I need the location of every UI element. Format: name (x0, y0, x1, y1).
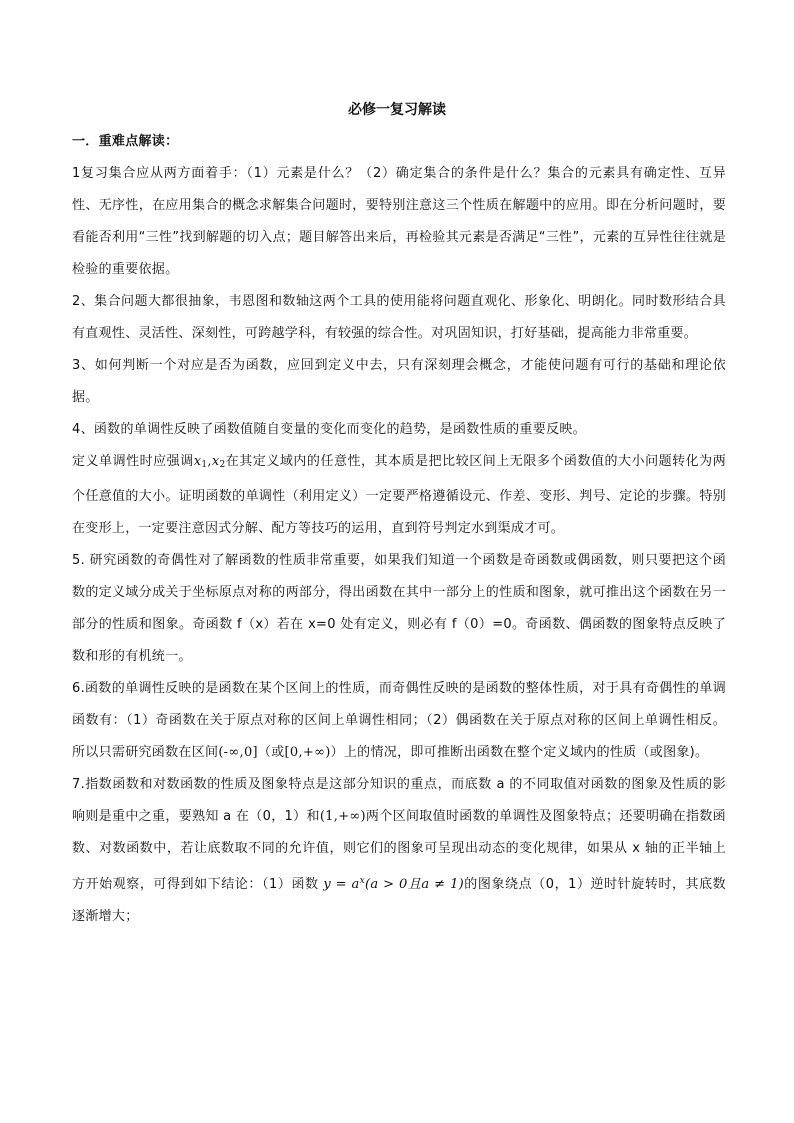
paragraph-7-text-middle: （或 (257, 745, 285, 760)
paragraph-8-text-middle: 两个区间取值时函数的单调性及图象特点；还要明确在指数函数、对数函数中，若让底数取不同的允许值，则它们的图象可呈现出动态的变化规律，如果从 x 轴的正半轴上方开始观察，可得到如下结论：（1）函数 (72, 809, 726, 892)
section-heading: 一．重难点解读： (72, 134, 179, 149)
paragraph-1: 1复习集合应从两方面着手：（1）元素是什么？（2）确定集合的条件是什么？集合的元素具有确定性、互异性、无序性，在应用集合的概念求解集合问题时，要特别注意这三个性质在解题中的应用。即在分析问题时，要看能否利用“三性”找到解题的切入点；题目解答出来后，再检验其元素是否满足“三性”，元素的互异性往往就是检验的重要依据。 (72, 166, 726, 277)
paragraph-3: 3、如何判断一个对应是否为函数，应回到定义中去，只有深刻理会概念，才能使问题有可行的基础和理论依据。 (72, 358, 726, 405)
formula-condition: (a > 0且a ≠ 1) (365, 877, 465, 892)
math-x2: x (211, 454, 220, 469)
interval-neg-inf-zero: (-∞,0] (218, 745, 258, 760)
paragraph-8 (72, 769, 726, 933)
paragraph-7-text-before: 6.函数的单调性反映的是函数在某个区间上的性质，而奇偶性反映的是函数的整体性质，对于具有奇偶性的单调函数有：（1）奇函数在关于原点对称的区间上单调性相同；（2）偶函数在关于原点对称的区间上单调性相反。所以只需研究函数在区间 (72, 681, 726, 760)
paragraph-8-text-before: 7.指数函数和对数函数的性质及图象特点是这部分知识的重点，而底数 a 的不同取值对函数的图象及性质的影响则是重中之重，要熟知 a 在（0，1）和 (72, 777, 726, 824)
paragraph-5-text-after: 在其定义域内的任意性，其本质是把比较区间上无限多个函数值的大小问题转化为两个任意值的大小。证明函数的单调性（利用定义）一定要严格遵循设元、作差、变形、判号、定论的步骤。特别在变形上，一定要注意因式分解、配方等技巧的运用，直到符号判定水到渠成才可。 (72, 454, 727, 536)
interval-one-pos-inf: (1,+∞) (319, 809, 366, 824)
formula-exponent: x (359, 876, 365, 886)
math-comma: , (207, 454, 212, 469)
paragraph-7-text-after: ）上的情况，即可推断出函数在整个定义域内的性质（或图象)。 (330, 745, 709, 760)
math-x1: x (193, 454, 202, 469)
paragraph-5 (72, 446, 726, 545)
document-body (72, 126, 726, 933)
formula-lhs: y = a (323, 877, 360, 892)
math-sub-2: 2 (219, 460, 226, 470)
paragraph-6: 5. 研究函数的奇偶性对了解函数的性质非常重要，如果我们知道一个函数是奇函数或偶函数，则只要把这个函数的定义域分成关于坐标原点对称的两部分，得出函数在其中一部分上的性质和图象，就可推出这个函数在另一部分的性质和图象。奇函数 f（x）若在 x=0 处有定义，则必有 f（0）=0。奇函数、偶函数的图象特点反映了数和形的有机统一。 (72, 553, 726, 664)
interval-zero-pos-inf: [0,+∞) (284, 745, 331, 760)
paragraph-8-text-after: 的图象绕点（0，1）逆时针旋转时，其底数逐渐增大； (72, 877, 726, 924)
paragraph-2: 2、集合问题大都很抽象，韦恩图和数轴这两个工具的使用能将问题直观化、形象化、明朗化。同时数形结合具有直观性、灵活性、深刻性，可跨越学科，有较强的综合性。对巩固知识，打好基础，提高能力非常重要。 (72, 294, 726, 341)
paragraph-5-text-before: 定义单调性时应强调 (72, 454, 194, 469)
math-sub-1: 1 (201, 460, 208, 470)
page-title: 必修一复习解读 (348, 102, 446, 118)
paragraph-7 (72, 673, 726, 769)
paragraph-4: 4、函数的单调性反映了函数值随自变量的变化而变化的趋势，是函数性质的重要反映。 (72, 422, 586, 437)
